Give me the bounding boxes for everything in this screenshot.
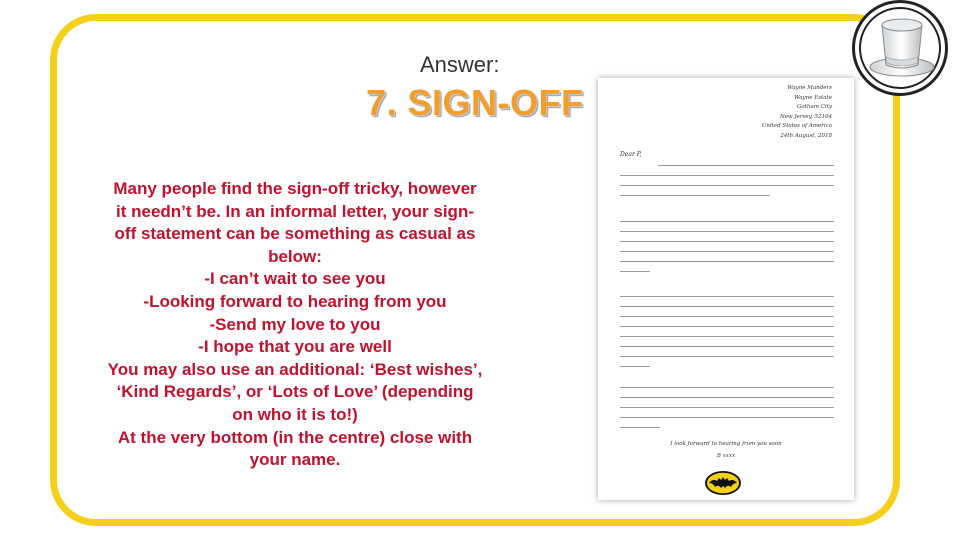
body-line: ‘Kind Regards’, or ‘Lots of Love’ (depending	[116, 382, 474, 402]
top-hat-badge	[852, 0, 948, 96]
body-line: your name.	[249, 450, 341, 470]
body-line: At the very bottom (in the centre) close with	[117, 427, 473, 447]
scribble-line	[620, 397, 834, 398]
scribble-line	[620, 175, 834, 176]
scribble-line	[620, 195, 770, 196]
body-line: it needn’t be. In an informal letter, your sign-	[116, 201, 474, 221]
top-hat-icon	[855, 3, 945, 93]
scribble-line	[620, 261, 834, 262]
scribble-line	[620, 296, 834, 297]
scribble-line	[620, 427, 660, 428]
letter-closing: I look forward to hearing from you soon	[670, 441, 782, 447]
scribble-line	[620, 185, 834, 186]
body-line: You may also use an additional: ‘Best wishes’,	[107, 359, 483, 379]
body-line: off statement can be something as casual as	[114, 224, 476, 244]
bat-logo-icon	[704, 470, 742, 496]
scribble-line	[620, 407, 834, 408]
scribble-line	[620, 336, 834, 337]
example-letter-image	[598, 78, 854, 500]
scribble-line	[620, 356, 834, 357]
body-line: below:	[268, 246, 322, 266]
scribble-line	[620, 271, 650, 272]
body-line: on who it is to!)	[232, 404, 358, 424]
body-line: -I hope that you are well	[198, 337, 392, 357]
body-line: -Looking forward to hearing from you	[143, 291, 447, 311]
scribble-line	[620, 346, 834, 347]
scribble-line	[620, 417, 834, 418]
letter-address: Wayne Manders Wayne Estate Gotham City New Jersey, 52104 United States of America 24th August, 2018	[761, 85, 832, 139]
scribble-line	[620, 306, 834, 307]
body-line: -Send my love to you	[209, 314, 381, 334]
scribble-line	[620, 221, 834, 222]
scribble-line	[658, 165, 834, 166]
body-text	[94, 178, 496, 472]
scribble-line	[620, 387, 834, 388]
scribble-line	[620, 251, 834, 252]
answer-label: Answer:	[420, 52, 500, 77]
scribble-line	[620, 241, 834, 242]
scribble-line	[620, 366, 650, 367]
letter-greeting: Dear P,	[620, 151, 642, 158]
scribble-line	[620, 316, 834, 317]
letter-signoff: B xxxx	[716, 453, 736, 459]
scribble-line	[620, 326, 834, 327]
body-line: -I can’t wait to see you	[204, 269, 386, 289]
body-line: Many people find the sign-off tricky, however	[113, 179, 477, 198]
scribble-line	[620, 231, 834, 232]
section-title: 7. SIGN-OFF	[366, 82, 584, 123]
